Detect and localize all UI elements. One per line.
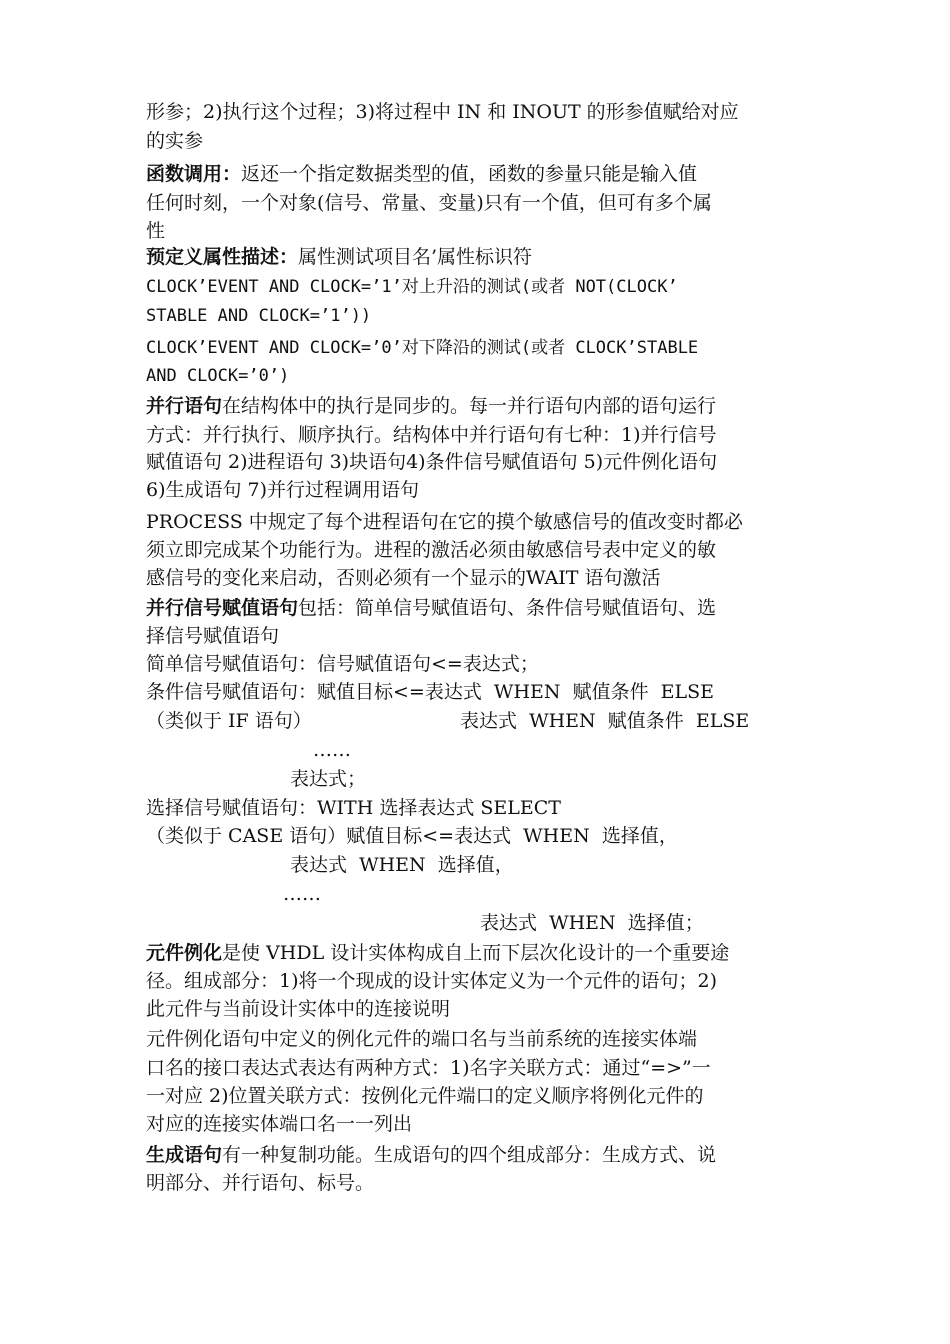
heading-function-call: 函数调用： <box>146 163 242 185</box>
text-span: 有一种复制功能。生成语句的四个组成部分：生成方式、说 <box>222 1144 717 1166</box>
ellipsis: …… <box>313 739 351 761</box>
text-line: 方式：并行执行、顺序执行。结构体中并行语句有七种：1)并行信号 <box>146 424 717 446</box>
heading-concurrent-signal: 并行信号赋值语句 <box>146 597 299 619</box>
text-line: 赋值语句 2)进程语句 3)块语句4)条件信号赋值语句 5)元件例化语句 <box>146 451 718 473</box>
heading-attribute: 预定义属性描述： <box>146 246 299 268</box>
text-line: 择信号赋值语句 <box>146 625 280 647</box>
text-span: 在结构体中的执行是同步的。每一并行语句内部的语句运行 <box>222 395 717 417</box>
text-line: PROCESS 中规定了每个进程语句在它的摸个敏感信号的值改变时都必 <box>146 511 743 533</box>
ellipsis: …… <box>283 883 321 905</box>
text-span: 是使 VHDL 设计实体构成自上而下层次化设计的一个重要途 <box>222 942 730 964</box>
text-line: 表达式 WHEN 选择值， <box>290 854 514 876</box>
text-line: 一对应 2)位置关联方式：按例化元件端口的定义顺序将例化元件的 <box>146 1085 704 1107</box>
text-line: 任何时刻，一个对象(信号、常量、变量)只有一个值，但可有多个属 <box>146 192 712 214</box>
text-line: 须立即完成某个功能行为。进程的激活必须由敏感信号表中定义的敏 <box>146 539 717 561</box>
text-line: 明部分、并行语句、标号。 <box>146 1172 375 1194</box>
text-line: 的实参 <box>146 130 204 152</box>
paragraph-concurrent-signal <box>146 594 716 623</box>
text-line: 表达式 WHEN 赋值条件 ELSE <box>460 710 750 732</box>
text-line: 元件例化语句中定义的例化元件的端口名与当前系统的连接实体端 <box>146 1028 698 1050</box>
text-span: 返还一个指定数据类型的值，函数的参量只能是输入值 <box>241 163 698 185</box>
text-line: 此元件与当前设计实体中的连接说明 <box>146 998 451 1020</box>
paragraph-attribute <box>146 243 532 272</box>
text-line: 条件信号赋值语句：赋值目标<=表达式 WHEN 赋值条件 ELSE <box>146 681 715 703</box>
text-line: 选择信号赋值语句：WITH 选择表达式 SELECT <box>146 797 561 819</box>
text-line: AND CLOCK=’0’) <box>146 366 290 386</box>
text-line: CLOCK’EVENT AND CLOCK=’1’对上升沿的测试(或者 NOT(CLOCK’ <box>146 277 678 297</box>
heading-component: 元件例化 <box>146 942 223 964</box>
text-line: 径。组成部分：1)将一个现成的设计实体定义为一个元件的语句；2) <box>146 970 718 992</box>
text-line: 口名的接口表达式表达有两种方式：1)名字关联方式：通过“=>”一 <box>146 1057 711 1079</box>
text-line: 表达式 WHEN 选择值； <box>480 912 704 934</box>
paragraph-component <box>146 939 729 968</box>
text-span: 属性测试项目名’属性标识符 <box>298 246 533 268</box>
text-line: 感信号的变化来启动，否则必须有一个显示的WAIT 语句激活 <box>146 567 661 589</box>
paragraph-generate <box>146 1141 716 1170</box>
text-line: 形参；2)执行这个过程；3)将过程中 IN 和 INOUT 的形参值赋给对应 <box>146 101 739 123</box>
text-line: CLOCK’EVENT AND CLOCK=’0’对下降沿的测试(或者 CLOCK’STABLE <box>146 338 699 358</box>
text-line: （类似于 CASE 语句）赋值目标<=表达式 WHEN 选择值， <box>146 825 678 847</box>
text-line: 性 <box>146 220 166 242</box>
heading-concurrent: 并行语句 <box>146 395 223 417</box>
text-line: 简单信号赋值语句：信号赋值语句<=表达式； <box>146 653 539 675</box>
text-line: （类似于 IF 语句） <box>146 710 312 732</box>
heading-generate: 生成语句 <box>146 1144 223 1166</box>
text-line: STABLE AND CLOCK=’1’)) <box>146 306 372 326</box>
text-span: 包括：简单信号赋值语句、条件信号赋值语句、选 <box>298 597 717 619</box>
text-line: 6)生成语句 7)并行过程调用语句 <box>146 479 420 501</box>
paragraph-concurrent <box>146 392 716 421</box>
text-line: 表达式； <box>290 768 367 790</box>
paragraph-function-call <box>146 160 697 189</box>
text-line: 对应的连接实体端口名一一列出 <box>146 1113 413 1135</box>
